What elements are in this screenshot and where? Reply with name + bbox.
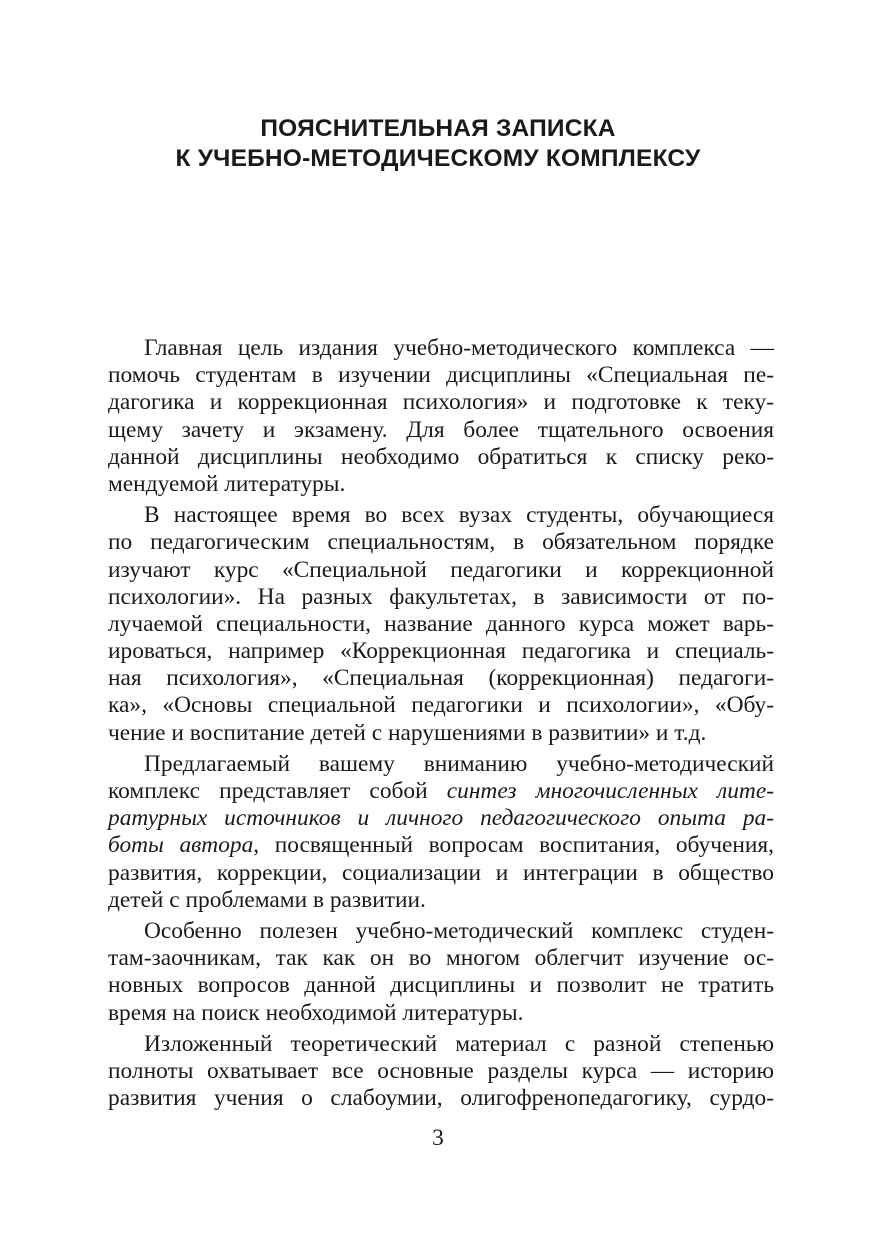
paragraph (108, 751, 774, 914)
paragraph (108, 918, 774, 1027)
paragraph (108, 1031, 774, 1113)
text-line (108, 832, 774, 859)
italic-fragment: боты автора (108, 832, 254, 859)
text-line: помочь студентам в изучении дисциплины «Специальная пе- (108, 362, 774, 389)
page-title-line-1: ПОЯСНИТЕЛЬНАЯ ЗАПИСКА (260, 115, 616, 142)
body-text (108, 335, 774, 1112)
text-fragment: комплекс представляет собой (108, 778, 447, 804)
text-line: В настоящее время во всех вузах студенты, обучающиеся (144, 502, 774, 529)
text-line: чение и воспитание детей с нарушениями в развитии» и т.д. (108, 719, 707, 746)
text-line: мендуемой литературы. (108, 470, 346, 497)
text-line: Изложенный теоретический материал с разной степенью (144, 1030, 774, 1057)
paragraph (108, 502, 774, 747)
text-line: Предлагаемый вашему вниманию учебно-методический (144, 750, 774, 777)
text-line: время на поиск необходимой литературы. (108, 999, 524, 1026)
italic-text-line: ратурных источников и личного педагогического опыта ра- (108, 805, 774, 832)
text-line: Особенно полезен учебно-методический комплекс студен- (144, 917, 774, 944)
text-line: дагогика и коррекционная психология» и подготовке к теку- (108, 389, 774, 416)
text-line: данной дисциплины необходимо обратиться к списку реко- (108, 443, 774, 470)
text-line: полноты охватывает все основные разделы курса — историю (108, 1057, 774, 1084)
text-line: детей с проблемами в развитии. (108, 886, 426, 913)
text-line: ная психология», «Специальная (коррекционная) педагоги- (108, 665, 774, 692)
page-title (0, 114, 876, 174)
text-line: Главная цель издания учебно-методического комплекса — (144, 335, 774, 361)
text-line: новных вопросов данной дисциплины и позволит не тратить (108, 972, 774, 999)
page-title-line-2: К УЧЕБНО-МЕТОДИЧЕСКОМУ КОМПЛЕКСУ (175, 145, 701, 172)
text-line: ка», «Основы специальной педагогики и психологии», «Обу- (108, 692, 774, 719)
text-line (108, 778, 774, 805)
text-line: по педагогическим специальностям, в обязательном порядке (108, 529, 774, 556)
text-line: ироваться, например «Коррекционная педагогика и специаль- (108, 638, 774, 665)
italic-fragment: синтез многочисленных лите- (446, 778, 774, 804)
text-line: изучают курс «Специальной педагогики и коррекционной (108, 556, 774, 583)
page-number: 3 (432, 1125, 444, 1151)
text-line: психологии». На разных факультетах, в зависимости от по- (108, 583, 774, 610)
text-fragment: , посвященный вопросам воспитания, обучения, (253, 832, 775, 859)
text-line: лучаемой специальности, название данного курса может варь- (108, 610, 774, 637)
text-line: развития, коррекции, социализации и интеграции в общество (108, 859, 774, 886)
paragraph (108, 335, 774, 498)
text-line: щему зачету и экзамену. Для более тщательного освоения (108, 416, 774, 443)
text-line: там-заочникам, так как он во многом облегчит изучение ос- (108, 945, 774, 972)
text-line: развития учения о слабоумии, олигофренопедагогику, сурдо- (108, 1085, 774, 1112)
